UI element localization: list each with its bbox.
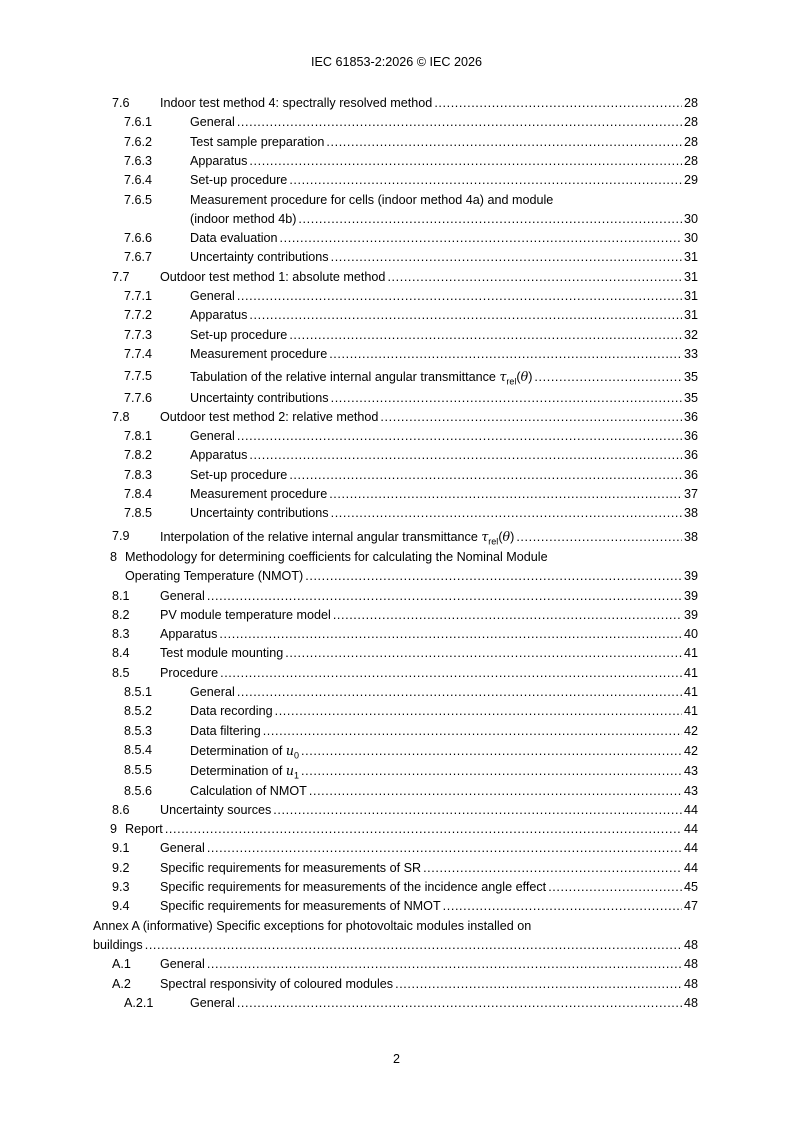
toc-entry-title: Indoor test method 4: spectrally resolved method: [160, 96, 433, 110]
toc-entry[interactable]: [0, 644, 793, 663]
dot-leader: [331, 248, 682, 267]
toc-entry-number: 8.5.1: [124, 685, 153, 699]
toc-entry-page: 31: [683, 250, 698, 265]
toc-entry-title: Set-up procedure: [190, 173, 288, 188]
toc-entry-page: 28: [683, 96, 698, 110]
toc-entry-number: 7.8.5: [124, 506, 153, 521]
toc-entry[interactable]: [0, 367, 793, 386]
dot-leader: [289, 326, 682, 345]
toc-entry-title: Set-up procedure: [190, 327, 288, 342]
toc-entry-title: Apparatus: [190, 153, 248, 168]
toc-entry-page: 42: [683, 723, 698, 738]
page-header: IEC 61853-2:2026 © IEC 2026: [310, 55, 482, 69]
dot-leader: [298, 210, 682, 229]
toc-entry[interactable]: [0, 287, 793, 306]
toc-entry[interactable]: [0, 229, 793, 248]
toc-entry[interactable]: [0, 741, 793, 760]
toc-entry-page: 31: [683, 308, 698, 323]
toc-entry-number: 8.6: [112, 802, 130, 817]
dot-leader: [329, 345, 682, 364]
toc-entry-page: 41: [683, 665, 698, 680]
toc-entry[interactable]: [0, 466, 793, 485]
dot-leader: [275, 702, 682, 721]
toc-entry-number: 7.7.1: [124, 289, 153, 303]
toc-entry-number: 7.8: [112, 409, 130, 424]
dot-leader: [434, 94, 682, 113]
toc-entry[interactable]: [0, 268, 793, 287]
toc-entry-number: 8.3: [112, 627, 130, 642]
toc-entry-number: 7.6.5: [124, 192, 153, 207]
toc-entry-title: Data evaluation: [190, 231, 278, 246]
dot-leader: [145, 936, 682, 955]
toc-entry[interactable]: [0, 345, 793, 364]
toc-entry[interactable]: [0, 606, 793, 625]
toc-entry-title: Measurement procedure: [190, 346, 328, 361]
toc-entry-title: Interpolation of the relative internal angular transmittance $\tau_{rel}(\theta)$: [160, 528, 515, 547]
toc-entry-page: 36: [683, 429, 698, 444]
dot-leader: [237, 113, 682, 132]
toc-entry-number: 7.6.1: [124, 115, 153, 130]
toc-entry-page: 32: [683, 327, 698, 342]
toc-entry-number: 8.5.2: [124, 704, 153, 719]
toc-entry-number: 7.7.3: [124, 327, 153, 342]
toc-entry-title-first-line: Measurement procedure for cells (indoor method 4a) and module: [190, 192, 554, 207]
dot-leader: [280, 229, 682, 248]
page-number: 2: [392, 1052, 400, 1066]
toc-entry-number: 9.1: [112, 841, 130, 856]
toc-entry-title: Test module mounting: [160, 646, 284, 661]
toc-entry[interactable]: [0, 722, 793, 741]
toc-entry[interactable]: [0, 625, 793, 644]
toc-entry[interactable]: [0, 133, 793, 152]
toc-entry-page: 44: [683, 860, 698, 875]
toc-entry-number: 8.5.4: [124, 742, 153, 757]
toc-entry[interactable]: [0, 326, 793, 345]
dot-leader: [249, 306, 682, 325]
toc-entry-number: 7.6: [112, 96, 130, 110]
toc-entry[interactable]: [0, 113, 793, 132]
dot-leader: [207, 955, 682, 974]
toc-entry-page: 41: [683, 646, 698, 661]
toc-entry-page: 48: [683, 937, 698, 952]
dot-leader: [263, 722, 682, 741]
dot-leader: [423, 859, 682, 878]
toc-entry[interactable]: [0, 191, 793, 230]
dot-leader: [207, 587, 682, 606]
dot-leader: [249, 446, 682, 465]
toc-entry-page: 33: [683, 346, 698, 361]
toc-entry[interactable]: [0, 306, 793, 325]
dot-leader: [387, 268, 682, 287]
toc-entry-number: 8.5: [112, 665, 130, 680]
toc-entry-title: Apparatus: [190, 448, 248, 463]
toc-entry-number: A.2.1: [124, 995, 154, 1010]
toc-entry[interactable]: [0, 504, 793, 523]
toc-entry-page: 39: [683, 607, 698, 622]
toc-entry-title: Tabulation of the relative internal angular transmittance $\tau_{rel}(\theta)$: [190, 369, 533, 387]
toc-entry[interactable]: [0, 761, 793, 780]
toc-entry-title: General: [190, 685, 235, 699]
toc-entry[interactable]: [0, 664, 793, 683]
toc-entry[interactable]: [0, 446, 793, 465]
dot-leader: [165, 820, 682, 839]
toc-entry-number: 7.6.4: [124, 173, 153, 188]
toc-entry-page: 44: [683, 802, 698, 817]
toc-entry-number: 7.6.2: [124, 134, 153, 149]
dot-leader: [289, 466, 682, 485]
toc-entry-title: Test sample preparation: [190, 134, 325, 149]
toc-entry-page: 28: [683, 153, 698, 168]
toc-entry-number: 7.9: [112, 528, 130, 543]
dot-leader: [443, 897, 682, 916]
toc-entry-page: 36: [683, 467, 698, 482]
dot-leader: [273, 801, 682, 820]
toc-entry-title: General: [160, 588, 205, 603]
toc-entry-page: 48: [683, 995, 698, 1010]
toc-entry[interactable]: [0, 94, 793, 113]
toc-entry-page: 41: [683, 704, 698, 719]
toc-entry-number: A.1: [112, 957, 131, 972]
toc-entry-title: Outdoor test method 1: absolute method: [160, 269, 386, 284]
toc-entry[interactable]: [0, 548, 793, 587]
toc-entry-title: Spectral responsivity of coloured modules: [160, 976, 394, 991]
toc-entry-page: 41: [683, 685, 698, 699]
toc-entry-page: 42: [683, 743, 698, 758]
dot-leader: [331, 389, 682, 408]
toc-entry-number: 8.5.5: [124, 763, 153, 778]
toc-entry-number: 9.3: [112, 880, 130, 894]
toc-entry-number: 7.7: [112, 269, 130, 284]
toc-entry-page: 47: [683, 899, 698, 914]
toc-entry-number: 7.7.5: [124, 369, 153, 384]
toc-entry-title: Apparatus: [190, 308, 248, 323]
dot-leader: [237, 683, 682, 702]
toc-entry[interactable]: [0, 587, 793, 606]
dot-leader: [237, 427, 682, 446]
dot-leader: [207, 839, 682, 858]
dot-leader: [329, 485, 682, 504]
math-symbol: $\tau_{rel}(\theta)$: [499, 369, 533, 387]
toc-entry-page: 28: [683, 134, 698, 149]
dot-leader: [301, 742, 682, 761]
toc-entry-title: Uncertainty contributions: [190, 506, 329, 521]
dot-leader: [219, 625, 682, 644]
toc-entry[interactable]: [0, 878, 793, 897]
toc-entry-title: Outdoor test method 2: relative method: [160, 409, 379, 424]
toc-entry-title: Measurement procedure: [190, 487, 328, 501]
toc-entry-title: Uncertainty contributions: [190, 390, 329, 405]
toc-entry-number: 7.7.2: [124, 308, 153, 323]
toc-entry-title: Data filtering: [190, 723, 261, 738]
math-symbol: $u_1$: [285, 763, 300, 781]
toc-entry-title: General: [190, 429, 235, 444]
toc-entry-number: 8.1: [112, 588, 130, 603]
toc-entry-number: 8.4: [112, 646, 130, 661]
toc-entry[interactable]: [0, 994, 793, 1013]
toc-entry-title: General: [160, 841, 205, 856]
toc-entry-page: 30: [683, 231, 698, 246]
toc-entry-title: General: [190, 289, 235, 303]
toc-entry-title: Calculation of NMOT: [190, 783, 307, 798]
toc-entry-page: 44: [683, 822, 698, 837]
toc-entry[interactable]: [0, 782, 793, 801]
dot-leader: [285, 644, 682, 663]
toc-entry-page: 38: [683, 529, 698, 544]
toc-entry-number: 9.2: [112, 860, 130, 875]
toc-entry-number: 7.8.2: [124, 448, 153, 463]
dot-leader: [249, 152, 682, 171]
toc-entry-page: 31: [683, 289, 698, 303]
math-symbol: $u_0$: [285, 742, 300, 761]
toc-entry-page: 35: [683, 390, 698, 405]
toc-entry-title: General: [190, 115, 235, 130]
toc-entry-number: 7.7.4: [124, 346, 153, 361]
toc-entry-number: 9: [110, 822, 118, 837]
toc-entry[interactable]: [0, 955, 793, 974]
toc-entry[interactable]: [0, 152, 793, 171]
toc-entry[interactable]: [0, 801, 793, 820]
toc-entry-number: 8.5.6: [124, 783, 153, 798]
toc-entry-page: 37: [683, 487, 698, 501]
toc-entry-page: 39: [683, 588, 698, 603]
toc-entry-number: 7.8.1: [124, 429, 153, 444]
dot-leader: [237, 287, 682, 306]
toc-entry-title-first-line: Methodology for determining coefficients for calculating the Nominal Module: [125, 549, 548, 564]
toc-entry-title-first-line: Annex A (informative) Specific exceptions for photovoltaic modules installed on: [93, 918, 532, 933]
toc-entry[interactable]: [0, 171, 793, 190]
toc-entry-page: 43: [683, 764, 698, 779]
dot-leader: [237, 994, 682, 1013]
toc-entry[interactable]: [0, 527, 793, 546]
toc-entry-page: 48: [683, 957, 698, 972]
toc-entry-title: Specific requirements for measurements of NMOT: [160, 899, 441, 914]
dot-leader: [301, 762, 682, 781]
toc-entry[interactable]: [0, 975, 793, 994]
dot-leader: [380, 408, 682, 427]
toc-entry-page: 30: [683, 211, 698, 226]
toc-entry[interactable]: [0, 485, 793, 504]
toc-entry-page: 35: [683, 370, 698, 385]
toc-entry-page: 38: [683, 506, 698, 521]
dot-leader: [548, 878, 682, 897]
toc-entry[interactable]: [0, 248, 793, 267]
dot-leader: [305, 567, 682, 586]
toc-entry-page: 36: [683, 448, 698, 463]
dot-leader: [395, 975, 682, 994]
toc-entry-number: 7.7.6: [124, 390, 153, 405]
toc-entry-number: 7.8.4: [124, 487, 153, 501]
toc-entry-number: 7.6.7: [124, 250, 153, 265]
toc-entry[interactable]: [0, 820, 793, 839]
toc-entry-title: Uncertainty sources: [160, 802, 272, 817]
toc-entry-page: 44: [683, 841, 698, 856]
math-symbol: $\tau_{rel}(\theta)$: [481, 528, 515, 547]
toc-entry-title: Report: [125, 822, 163, 837]
toc-entry-title: Set-up procedure: [190, 467, 288, 482]
toc-entry-title: General: [160, 957, 205, 972]
toc-entry-number: 8: [110, 549, 118, 564]
dot-leader: [516, 528, 682, 547]
dot-leader: [289, 171, 682, 190]
toc-entry-number: 8.5.3: [124, 723, 153, 738]
toc-entry[interactable]: [0, 897, 793, 916]
toc-entry-title: Specific requirements for measurements of the incidence angle effect: [160, 880, 547, 894]
toc-entry-title: Determination of $u_1$: [190, 763, 300, 781]
toc-entry-title: PV module temperature model: [160, 607, 331, 622]
toc-entry-page: 45: [683, 880, 698, 894]
toc-entry-page: 40: [683, 627, 698, 642]
dot-leader: [309, 782, 682, 801]
toc-entry-number: 7.8.3: [124, 467, 153, 482]
toc-entry[interactable]: [0, 859, 793, 878]
toc-entry-title: Data recording: [190, 704, 273, 719]
toc-entry[interactable]: [0, 389, 793, 408]
toc-entry-page: 31: [683, 269, 698, 284]
toc-entry-title: General: [190, 995, 235, 1010]
dot-leader: [333, 606, 682, 625]
toc-entry-number: 8.2: [112, 607, 130, 622]
toc-entry-page: 39: [683, 568, 698, 583]
toc-entry[interactable]: [0, 408, 793, 427]
toc-entry-title: (indoor method 4b): [190, 211, 297, 226]
toc-entry[interactable]: [0, 839, 793, 858]
toc-entry-number: 7.6.3: [124, 153, 153, 168]
toc-entry[interactable]: [0, 917, 793, 956]
dot-leader: [220, 664, 682, 683]
toc-entry-number: 9.4: [112, 899, 130, 914]
toc-entry-title: Determination of $u_0$: [190, 742, 300, 761]
toc-entry-title: Procedure: [160, 665, 219, 680]
toc-entry-page: 29: [683, 173, 698, 188]
toc-entry-page: 36: [683, 409, 698, 424]
dot-leader: [331, 504, 682, 523]
dot-leader: [326, 133, 682, 152]
dot-leader: [534, 368, 682, 387]
toc-entry-page: 28: [683, 115, 698, 130]
toc-entry-page: 43: [683, 783, 698, 798]
toc-entry[interactable]: [0, 427, 793, 446]
toc-entry-title: Uncertainty contributions: [190, 250, 329, 265]
toc-entry-title: Specific requirements for measurements of SR: [160, 860, 422, 875]
toc-entry-title: buildings: [93, 937, 143, 952]
toc-entry[interactable]: [0, 702, 793, 721]
toc-entry-number: A.2: [112, 976, 131, 991]
toc-entry[interactable]: [0, 683, 793, 702]
toc-entry-number: 7.6.6: [124, 231, 153, 246]
toc-entry-title: Apparatus: [160, 627, 218, 642]
toc-entry-page: 48: [683, 976, 698, 991]
toc-entry-title: Operating Temperature (NMOT): [125, 568, 304, 583]
